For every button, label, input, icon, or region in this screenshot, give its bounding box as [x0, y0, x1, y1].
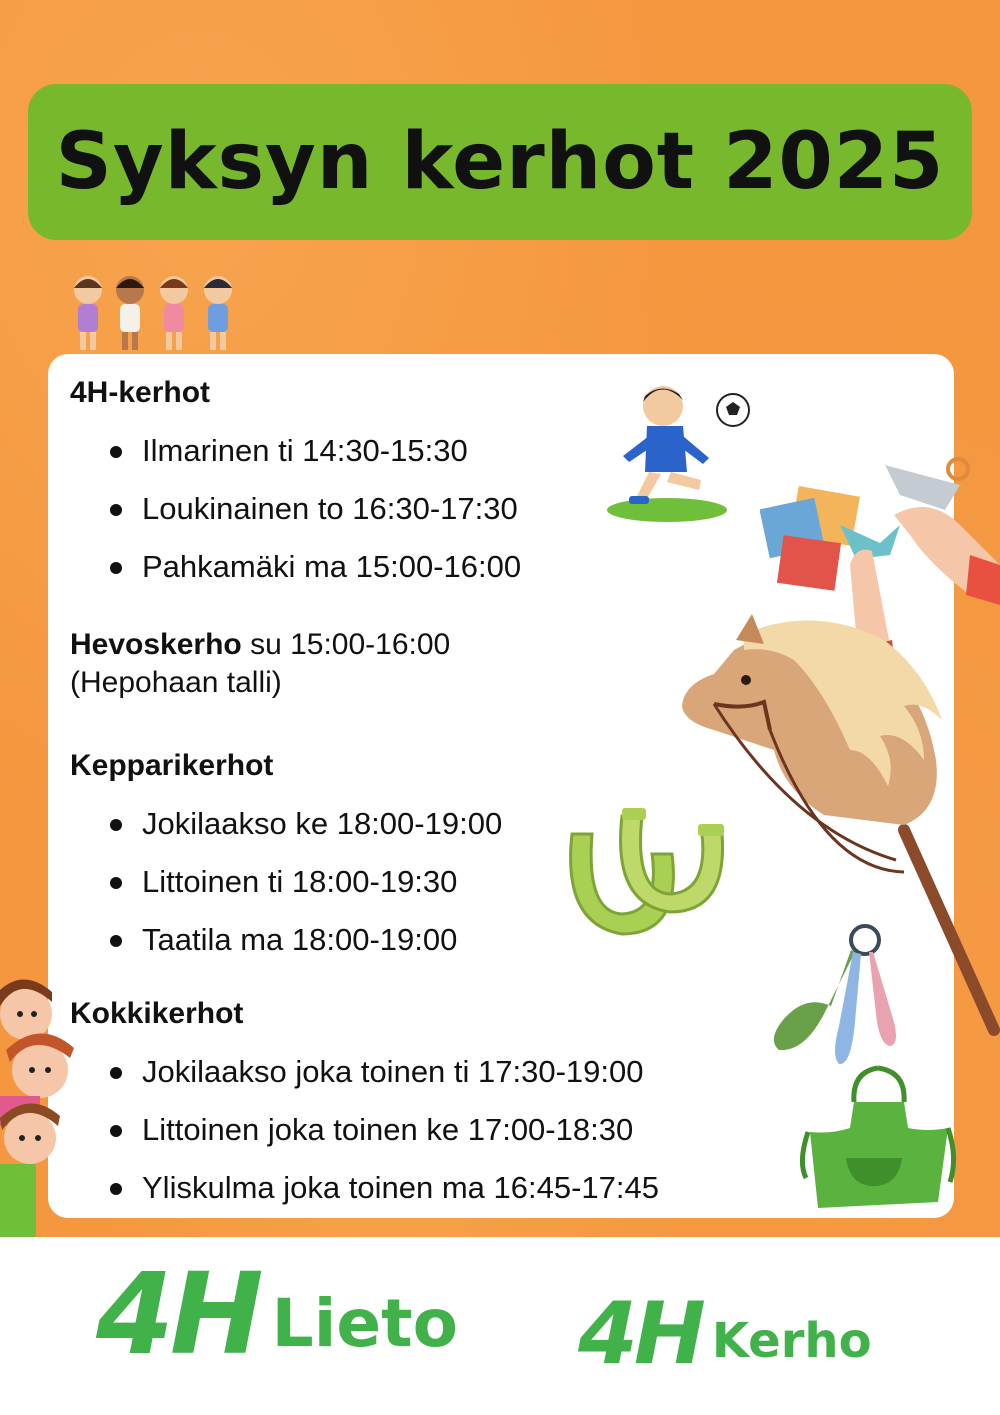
- club-list: [70, 1043, 659, 1217]
- footer: [0, 1237, 1000, 1415]
- logo-mark: 4H: [96, 1250, 260, 1380]
- heading-time: su 15:00-16:00: [241, 628, 451, 661]
- logo-mark: 4H: [578, 1284, 702, 1384]
- list-item: Ilmarinen ti 14:30-15:30: [70, 422, 521, 480]
- apron-icon: [798, 1062, 958, 1212]
- list-item: Jokilaakso ke 18:00-19:00: [70, 795, 502, 853]
- list-item: Littoinen ti 18:00-19:30: [70, 853, 502, 911]
- measuring-spoons-icon: [765, 922, 915, 1068]
- list-item: Taatila ma 18:00-19:00: [70, 911, 502, 969]
- peeking-kids-icon: [0, 978, 86, 1238]
- list-item: Littoinen joka toinen ke 17:00-18:30: [70, 1101, 659, 1159]
- title-banner: [28, 84, 972, 240]
- club-list: [70, 795, 502, 969]
- soccer-player-icon: [605, 376, 755, 524]
- section-heading: Kokkikerhot: [70, 997, 244, 1030]
- logo-4h-kerho: [578, 1284, 872, 1384]
- club-list: [70, 422, 521, 596]
- heading-label: Hevoskerho: [70, 628, 242, 661]
- section-kepparikerhot: [70, 749, 502, 969]
- section-hevoskerho: [70, 628, 450, 700]
- logo-4h-lieto: [96, 1250, 459, 1380]
- section-heading: [70, 628, 450, 662]
- section-kokkikerhot: [70, 997, 659, 1217]
- list-item: Loukinainen to 16:30-17:30: [70, 480, 521, 538]
- page-title: Syksyn kerhot 2025: [55, 117, 945, 207]
- horseshoes-icon: [552, 794, 732, 944]
- section-heading: Kepparikerhot: [70, 749, 274, 782]
- list-item: Pahkamäki ma 15:00-16:00: [70, 538, 521, 596]
- list-item: Yliskulma joka toinen ma 16:45-17:45: [70, 1159, 659, 1217]
- logo-word: Lieto: [271, 1285, 459, 1362]
- list-item: Jokilaakso joka toinen ti 17:30-19:00: [70, 1043, 659, 1101]
- logo-word: Kerho: [711, 1313, 872, 1369]
- children-group-icon: [66, 270, 246, 354]
- section-heading: 4H-kerhot: [70, 376, 211, 409]
- section-4h-kerhot: [70, 376, 521, 596]
- location-note: (Hepohaan talli): [70, 666, 282, 699]
